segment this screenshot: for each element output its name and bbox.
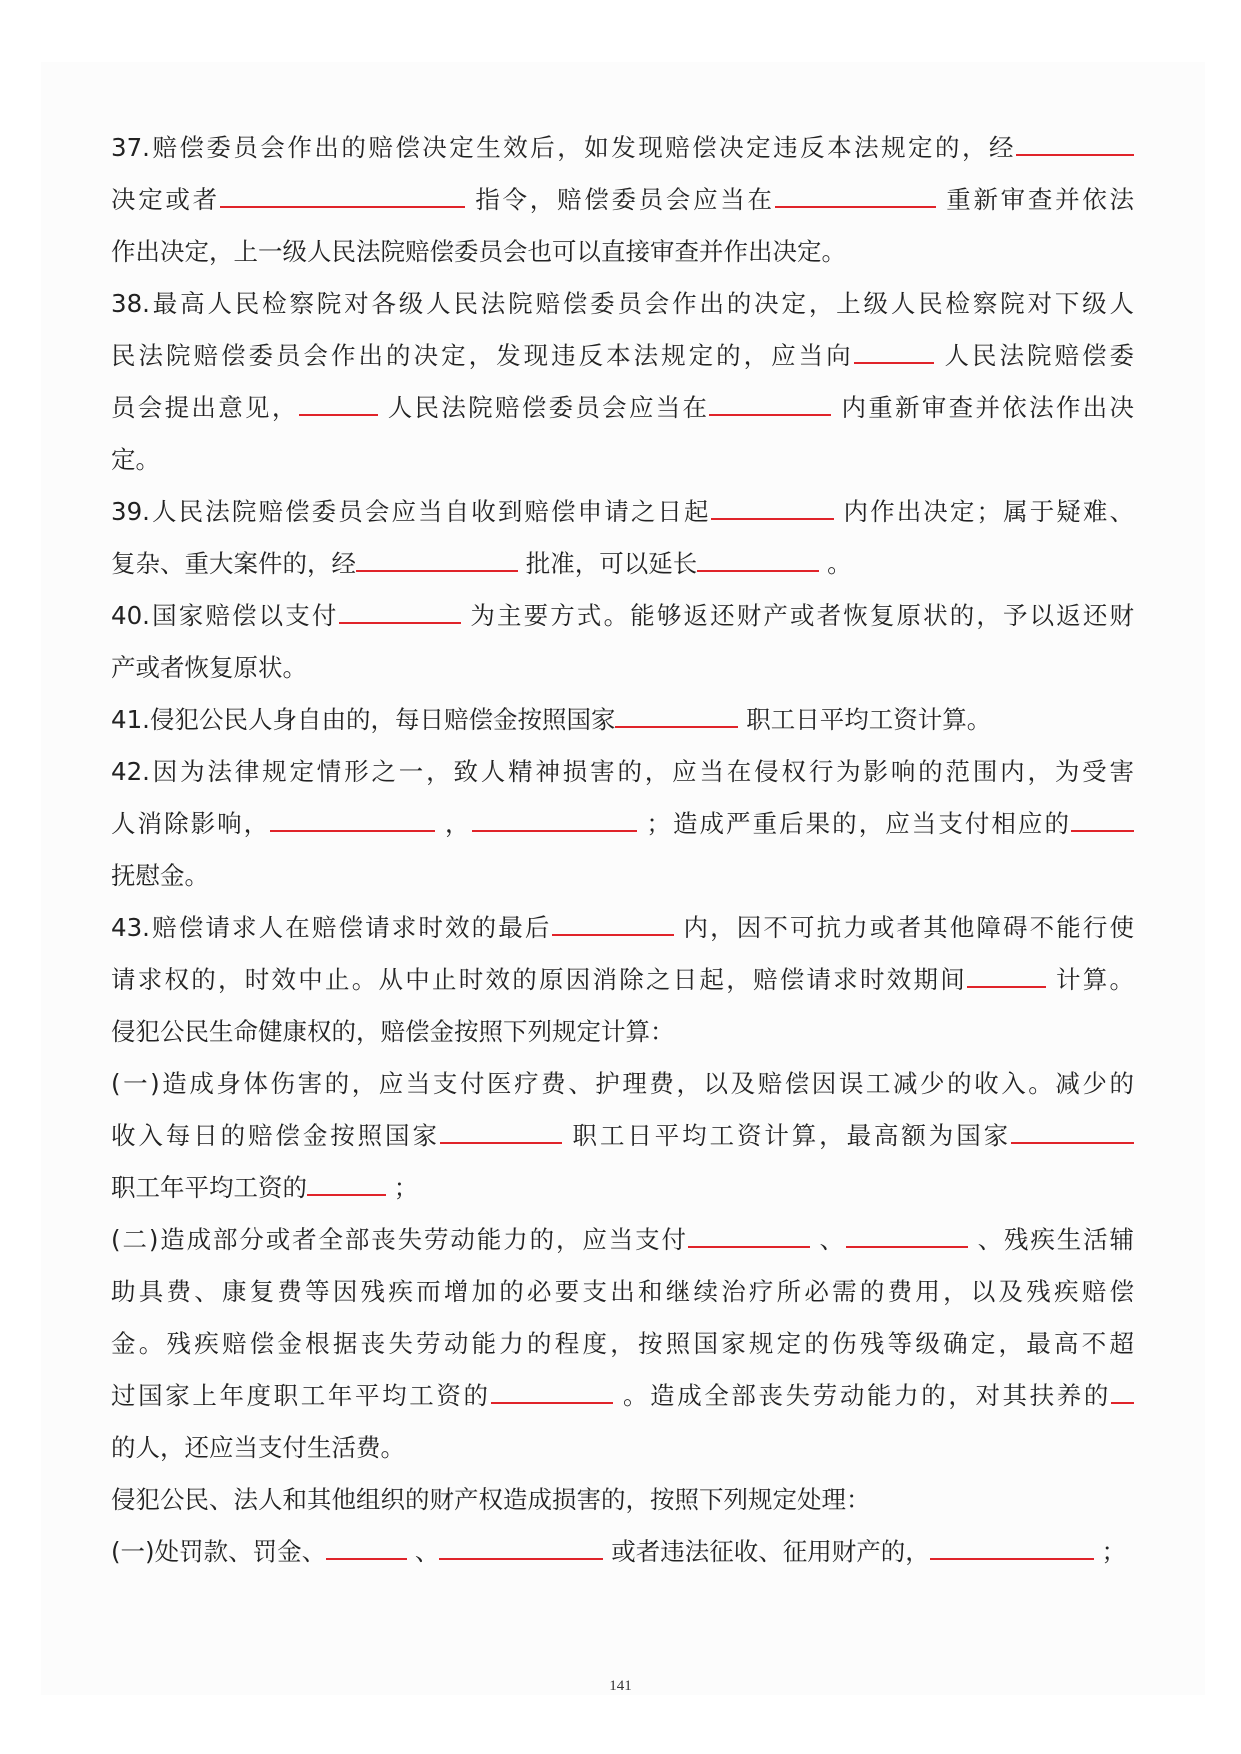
fill-in-blank[interactable] (688, 1224, 810, 1248)
text-segment: 侵犯公民生命健康权的，赔偿金按照下列规定计算： (111, 1017, 675, 1046)
text-segment: 39.人民法院赔偿委员会应当自收到赔偿申请之日起 (111, 497, 711, 526)
text-segment: 。 (827, 549, 852, 578)
text-segment: ；造成严重后果的，应当支付相应的 (646, 809, 1072, 838)
text-segment: 内，因不可抗力或者其他障碍不能行使 (683, 913, 1134, 942)
text-line (111, 703, 1134, 737)
text-segment: 指令，赔偿委员会应当在 (475, 185, 775, 214)
text-line (111, 1483, 1134, 1517)
text-line (111, 495, 1134, 529)
text-segment: 员会提出意见， (111, 393, 299, 422)
text-segment: 过国家上年度职工年平均工资的 (111, 1381, 491, 1410)
text-line (111, 651, 1134, 685)
text-segment: 职工日平均工资计算，最高额为国家 (572, 1121, 1012, 1150)
fill-in-blank[interactable] (552, 912, 674, 936)
text-segment: 、 (414, 1537, 440, 1566)
fill-in-blank[interactable] (846, 1224, 968, 1248)
fill-in-blank[interactable] (854, 340, 934, 364)
text-segment: (二)造成部分或者全部丧失劳动能力的，应当支付 (111, 1225, 688, 1254)
text-segment: 职工年平均工资的 (111, 1173, 307, 1202)
fill-in-blank[interactable] (270, 808, 435, 832)
text-line (111, 807, 1134, 841)
text-segment: 40.国家赔偿以支付 (111, 601, 339, 630)
fill-in-blank[interactable] (709, 392, 831, 416)
fill-in-blank[interactable] (307, 1172, 386, 1196)
text-segment: 抚慰金。 (111, 861, 209, 890)
fill-in-blank[interactable] (711, 496, 834, 520)
text-segment: 的人，还应当支付生活费。 (111, 1433, 405, 1462)
text-line (111, 911, 1134, 945)
text-line (111, 1067, 1134, 1101)
text-line (111, 1379, 1134, 1413)
text-segment: 助具费、康复费等因残疾而增加的必要支出和继续治疗所必需的费用，以及残疾赔偿 (111, 1277, 1134, 1306)
text-line (111, 183, 1134, 217)
text-line (111, 1327, 1134, 1361)
fill-in-blank[interactable] (440, 1120, 562, 1144)
text-segment: 产或者恢复原状。 (111, 653, 307, 682)
text-segment: 41.侵犯公民人身自由的，每日赔偿金按照国家 (111, 705, 616, 734)
text-segment: 、 (819, 1225, 846, 1254)
text-segment: 侵犯公民、法人和其他组织的财产权造成损害的，按照下列规定处理： (111, 1485, 871, 1514)
text-segment: 37.赔偿委员会作出的赔偿决定生效后，如发现赔偿决定违反本法规定的，经 (111, 133, 1016, 162)
text-segment: ； (393, 1173, 419, 1202)
text-line (111, 1431, 1134, 1465)
text-segment: 民法院赔偿委员会作出的决定，发现违反本法规定的，应当向 (111, 341, 854, 370)
text-segment: 作出决定，上一级人民法院赔偿委员会也可以直接审查并作出决定。 (111, 237, 846, 266)
fill-in-blank[interactable] (1011, 1120, 1134, 1144)
text-line (111, 443, 1134, 477)
text-line (111, 1015, 1134, 1049)
fill-in-blank[interactable] (472, 808, 637, 832)
text-line (111, 547, 1134, 581)
fill-in-blank[interactable] (491, 1380, 613, 1404)
text-line (111, 339, 1134, 373)
text-line (111, 755, 1134, 789)
text-segment: 38.最高人民检察院对各级人民法院赔偿委员会作出的决定，上级人民检察院对下级人 (111, 289, 1134, 318)
text-line (111, 131, 1134, 165)
text-segment: 计算。 (1056, 965, 1135, 994)
text-segment: 或者违法征收、征用财产的， (611, 1537, 930, 1566)
text-line (111, 235, 1134, 269)
text-line (111, 1535, 1134, 1569)
text-line (111, 1223, 1134, 1257)
text-segment: 定。 (111, 445, 160, 474)
fill-in-blank[interactable] (967, 964, 1046, 988)
text-line (111, 287, 1134, 321)
fill-in-blank[interactable] (220, 184, 465, 208)
text-segment: 职工日平均工资计算。 (746, 705, 992, 734)
text-segment: 。造成全部丧失劳动能力的，对其扶养的 (622, 1381, 1112, 1410)
text-segment: 请求权的，时效中止。从中止时效的原因消除之日起，赔偿请求时效期间 (111, 965, 967, 994)
text-segment: 为主要方式。能够返还财产或者恢复原状的，予以返还财 (470, 601, 1134, 630)
text-segment: ； (1101, 1537, 1127, 1566)
fill-in-blank[interactable] (439, 1536, 603, 1560)
text-line (111, 1275, 1134, 1309)
text-line (111, 599, 1134, 633)
text-segment: 决定或者 (111, 185, 220, 214)
text-line (111, 1171, 1134, 1205)
text-segment: 人民法院赔偿委员会应当在 (387, 393, 710, 422)
text-segment: 批准，可以延长 (525, 549, 698, 578)
fill-in-blank[interactable] (326, 1536, 407, 1560)
text-segment: 复杂、重大案件的，经 (111, 549, 356, 578)
text-segment: (一)处罚款、罚金、 (111, 1537, 327, 1566)
text-line (111, 963, 1134, 997)
fill-in-blank[interactable] (775, 184, 936, 208)
text-line (111, 1119, 1134, 1153)
text-segment: 内重新审查并依法作出决 (841, 393, 1134, 422)
text-segment: 人民法院赔偿委 (944, 341, 1135, 370)
fill-in-blank[interactable] (697, 548, 819, 572)
fill-in-blank[interactable] (1071, 808, 1134, 832)
fill-in-blank[interactable] (930, 1536, 1094, 1560)
text-segment: 42.因为法律规定情形之一，致人精神损害的，应当在侵权行为影响的范围内，为受害 (111, 757, 1134, 786)
text-segment: 重新审查并依法 (946, 185, 1135, 214)
text-segment: (一)造成身体伤害的，应当支付医疗费、护理费，以及赔偿因误工减少的收入。减少的 (111, 1069, 1134, 1098)
text-segment: 金。残疾赔偿金根据丧失劳动能力的程度，按照国家规定的伤残等级确定，最高不超 (111, 1329, 1134, 1358)
fill-in-blank[interactable] (339, 600, 461, 624)
text-line (111, 391, 1134, 425)
text-segment: 43.赔偿请求人在赔偿请求时效的最后 (111, 913, 552, 942)
text-segment: 、残疾生活辅 (977, 1225, 1134, 1254)
text-segment: 内作出决定；属于疑难、 (843, 497, 1134, 526)
page-number: 141 (609, 1678, 632, 1694)
fill-in-blank[interactable] (615, 704, 738, 728)
text-segment: 人消除影响， (111, 809, 271, 838)
text-segment: 收入每日的赔偿金按照国家 (111, 1121, 440, 1150)
fill-in-blank[interactable] (1016, 132, 1134, 156)
text-line (111, 859, 1134, 893)
text-segment: ， (445, 809, 472, 838)
fill-in-blank[interactable] (1111, 1380, 1134, 1404)
fill-in-blank[interactable] (356, 548, 518, 572)
fill-in-blank[interactable] (299, 392, 378, 416)
